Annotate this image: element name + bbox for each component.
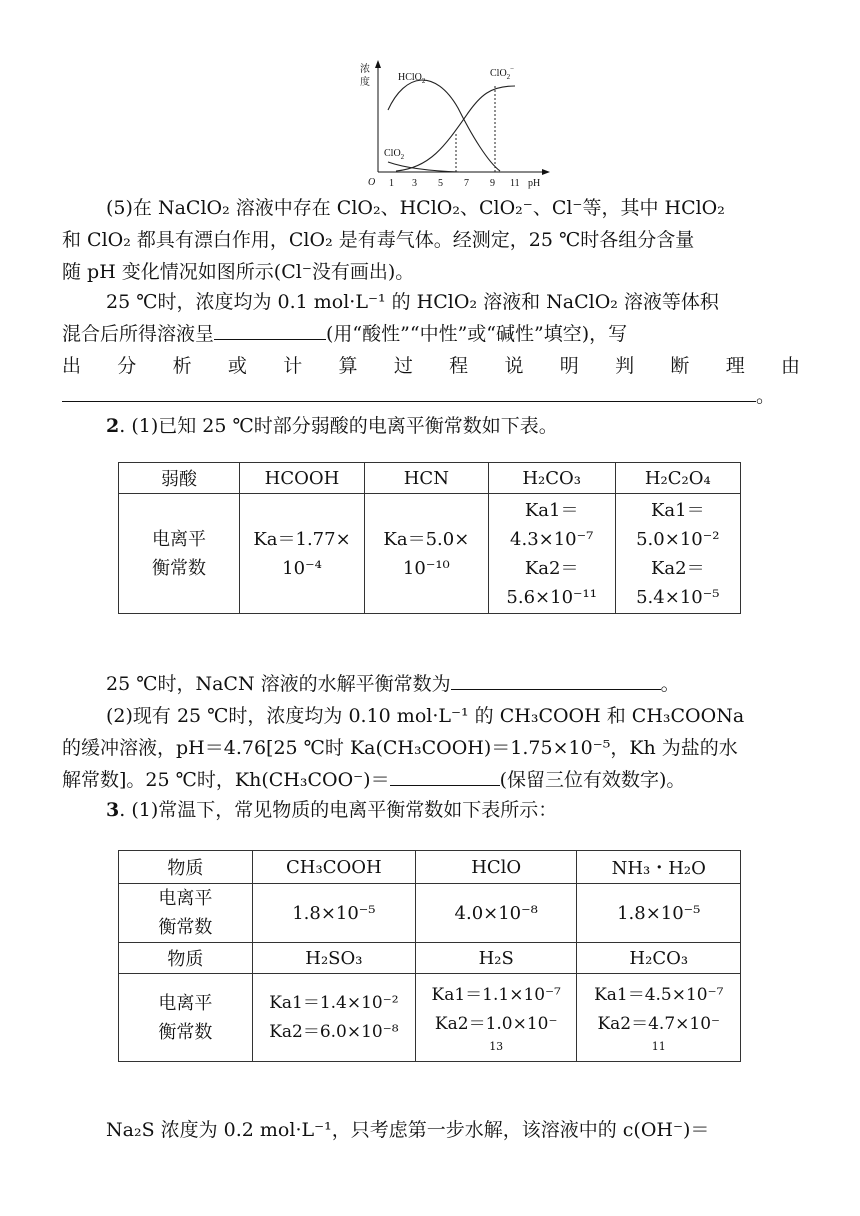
q2-intro [106, 410, 800, 442]
cell-line: Ka2＝ [524, 557, 579, 579]
cell-line: 4.3×10⁻⁷ [510, 528, 594, 550]
table-header: H₂CO₃ [488, 463, 615, 494]
x-axis-arrow [542, 169, 550, 175]
q2-number: 2 [106, 415, 120, 437]
x-tick-label: 1 [389, 178, 394, 189]
x-tick-label: 9 [490, 178, 495, 189]
cell-line: Ka2＝4.7×10⁻ [597, 1013, 721, 1034]
h2c2o4-constant-cell [615, 494, 740, 614]
q2-part2-line-1: (2)现有 25 ℃时，浓度均为 0.10 mol·L⁻¹ 的 CH₃COOH 和 CH₃COONa [106, 705, 745, 727]
cell-line: 10⁻¹⁰ [402, 557, 450, 579]
q5-line-7-period: 。 [756, 385, 776, 407]
q3-number: 3 [106, 799, 120, 821]
cell-line: 10⁻⁴ [282, 557, 322, 579]
table-cell: CH₃COOH [252, 851, 415, 884]
row-label-line: 电离平 [152, 528, 207, 550]
cell-line: 5.0×10⁻² [636, 528, 720, 550]
hcooh-constant-cell [240, 494, 365, 614]
hcn-constant-cell [364, 494, 488, 614]
origin-label: O [368, 177, 376, 188]
table-cell: H₂SO₃ [252, 943, 415, 974]
q5-line-3: 随 pH 变化情况如图所示(Cl⁻没有画出)。 [62, 261, 415, 283]
table-cell: 物质 [119, 851, 253, 884]
row-label-line: 衡常数 [158, 1021, 213, 1043]
table-cell: 1.8×10⁻⁵ [577, 884, 741, 943]
cell-line: 11 [651, 1039, 666, 1053]
table-row-label [119, 974, 253, 1062]
answer-blank-nacn-kh[interactable] [451, 671, 661, 690]
cell-line: 13 [489, 1039, 504, 1053]
cell-line: Ka1＝1.4×10⁻² [269, 992, 399, 1013]
x-tick-label: 11 [510, 178, 520, 189]
q3-intro-text: . (1)常温下，常见物质的电离平衡常数如下表所示： [119, 799, 558, 821]
table-header: 弱酸 [119, 463, 240, 494]
q3-intro [106, 794, 800, 826]
clo2-label: ClO$_2$ [384, 148, 405, 161]
q5-line-5-text-a: 混合后所得溶液呈 [62, 323, 215, 345]
weak-acid-table [118, 462, 741, 614]
q3-final-line: Na₂S 浓度为 0.2 mol·L⁻¹，只考虑第一步水解，该溶液中的 c(OH⁻)＝ [106, 1119, 710, 1141]
h2co3-constant-cell [577, 974, 741, 1062]
cell-line: 5.6×10⁻¹¹ [506, 586, 597, 608]
q5-line-2: 和 ClO₂ 都具有漂白作用，ClO₂ 是有毒气体。经测定，25 ℃时各组分含量 [62, 229, 695, 251]
q5-line-4: 25 ℃时，浓度均为 0.1 mol·L⁻¹ 的 HClO₂ 溶液和 NaClO₂ 溶液等体积 [106, 291, 719, 313]
hclo2-curve [388, 80, 500, 171]
table-row-label [119, 494, 240, 614]
q5-line-5-text-b: (用“酸性”“中性”或“碱性”填空)，写 [326, 323, 628, 345]
cell-line: Ka1＝4.5×10⁻⁷ [594, 984, 724, 1005]
row-label-line: 电离平 [158, 992, 213, 1014]
row-label-line: 衡常数 [158, 917, 213, 938]
q2-part2-line-2: 的缓冲溶液，pH＝4.76[25 ℃时 Ka(CH₃COOH)＝1.75×10⁻⁵，Kh 为盐的水 [62, 737, 738, 759]
q5-line-7 [62, 380, 800, 412]
h2s-constant-cell [415, 974, 577, 1062]
q2-part2-line-3 [62, 764, 800, 796]
concentration-ph-chart [350, 58, 560, 196]
row-label-line: 电离平 [158, 888, 213, 909]
table-cell: 物质 [119, 943, 253, 974]
table-cell: HClO [415, 851, 577, 884]
table-cell: NH₃・H₂O [577, 851, 741, 884]
answer-blank-acetate-kh[interactable] [390, 767, 500, 786]
answer-blank-solution-nature[interactable] [214, 321, 326, 340]
cell-line: Ka1＝1.1×10⁻⁷ [431, 984, 561, 1005]
table-cell: H₂CO₃ [577, 943, 741, 974]
x-tick-label: 7 [464, 178, 469, 189]
y-axis-arrow [375, 60, 381, 68]
cell-line: Ka2＝6.0×10⁻⁸ [269, 1021, 399, 1042]
q5-line-5 [62, 318, 800, 350]
y-axis-label-1: 浓 [360, 64, 370, 75]
cell-line: Ka＝1.77× [253, 528, 351, 550]
q2-part2-line-3-text-a: 解常数]。25 ℃时，Kh(CH₃COO⁻)＝ [62, 769, 390, 791]
clo2-minus-label: ClO$_2$− [490, 65, 515, 81]
table-header: HCN [364, 463, 488, 494]
cell-line: 5.4×10⁻⁵ [636, 586, 720, 608]
q5-line-6: 出 分 析 或 计 算 过 程 说 明 判 断 理 由 [62, 355, 800, 377]
q5-line-1: (5)在 NaClO₂ 溶液中存在 ClO₂、HClO₂、ClO₂⁻、Cl⁻等，其中 HClO₂ [106, 197, 725, 219]
q2-hydrolysis-text: 25 ℃时，NaCN 溶液的水解平衡常数为 [106, 673, 451, 695]
cell-line: Ka1＝ [650, 499, 705, 521]
table-header: HCOOH [240, 463, 365, 494]
row-label-line: 衡常数 [152, 557, 207, 579]
table-cell: 1.8×10⁻⁵ [252, 884, 415, 943]
table-cell: 4.0×10⁻⁸ [415, 884, 577, 943]
ionization-constant-table [118, 850, 741, 1062]
x-tick-label: 3 [412, 178, 417, 189]
table-header: H₂C₂O₄ [615, 463, 740, 494]
q2-hydrolysis-end: 。 [660, 673, 680, 695]
x-tick-label: 5 [438, 178, 443, 189]
q2-intro-text: . (1)已知 25 ℃时部分弱酸的电离平衡常数如下表。 [119, 415, 558, 437]
cell-line: Ka2＝ [650, 557, 705, 579]
y-axis-label-2: 度 [360, 77, 370, 88]
h2so3-constant-cell [252, 974, 415, 1062]
hclo2-label: HClO$_2$ [398, 72, 426, 85]
table-cell: H₂S [415, 943, 577, 974]
table-row-label [119, 884, 253, 943]
cell-line: Ka1＝ [524, 499, 579, 521]
q2-part2-line-3-text-b: (保留三位有效数字)。 [499, 769, 686, 791]
q2-hydrolysis-line [106, 668, 800, 700]
cell-line: Ka＝5.0× [383, 528, 470, 550]
answer-blank-reasoning[interactable] [62, 383, 756, 402]
h2co3-constant-cell [488, 494, 615, 614]
x-unit-label: pH [528, 178, 541, 189]
cell-line: Ka2＝1.0×10⁻ [434, 1013, 558, 1034]
